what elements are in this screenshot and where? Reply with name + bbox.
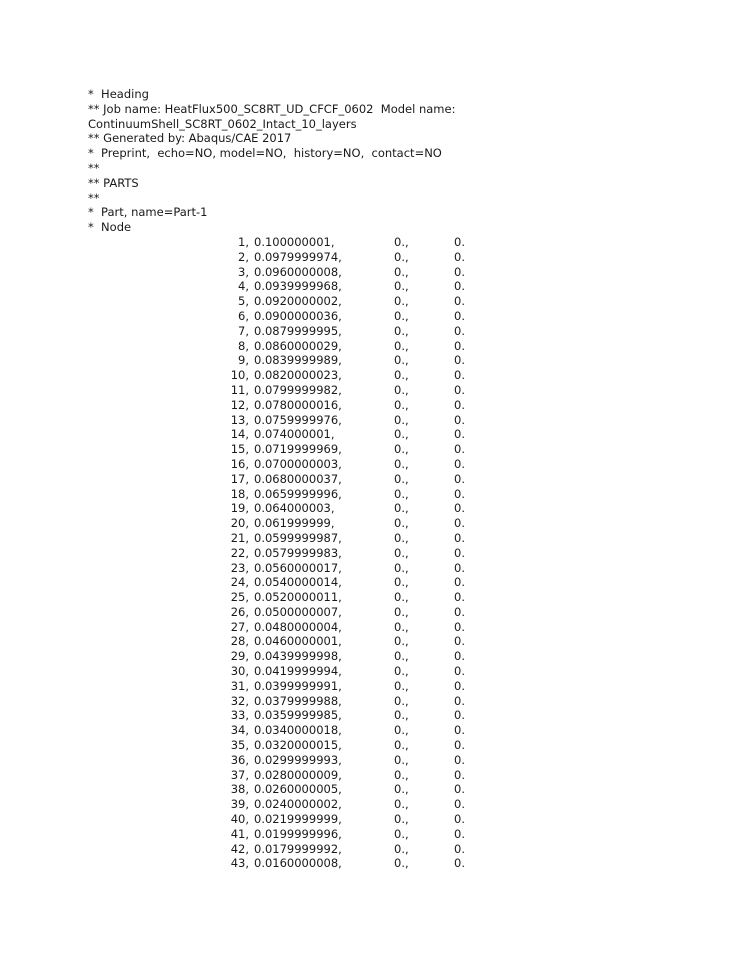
node-y-coordinate: 0., xyxy=(394,664,409,679)
node-z-coordinate: 0. xyxy=(454,279,465,294)
node-x-coordinate: 0.0520000011, xyxy=(254,590,342,605)
node-y-coordinate: 0., xyxy=(394,442,409,457)
node-id: 33, xyxy=(230,708,249,723)
node-row xyxy=(88,797,728,812)
node-y-coordinate: 0., xyxy=(394,471,409,486)
node-x-coordinate: 0.0560000017, xyxy=(254,560,342,575)
node-z-coordinate: 0. xyxy=(454,604,465,619)
node-y-coordinate: 0., xyxy=(394,412,409,427)
node-id: 21, xyxy=(230,530,249,545)
node-z-coordinate: 0. xyxy=(454,841,465,856)
node-x-coordinate: 0.0500000007, xyxy=(254,604,342,619)
node-id: 1, xyxy=(238,234,249,249)
node-id: 19, xyxy=(230,501,249,516)
node-x-coordinate: 0.0960000008, xyxy=(254,264,342,279)
node-id: 10, xyxy=(230,368,249,383)
node-x-coordinate: 0.0260000005, xyxy=(254,782,342,797)
node-id: 41, xyxy=(230,826,249,841)
node-x-coordinate: 0.0719999969, xyxy=(254,442,342,457)
node-z-coordinate: 0. xyxy=(454,427,465,442)
node-z-coordinate: 0. xyxy=(454,678,465,693)
node-row xyxy=(88,250,728,265)
node-z-coordinate: 0. xyxy=(454,708,465,723)
node-y-coordinate: 0., xyxy=(394,560,409,575)
node-x-coordinate: 0.0160000008, xyxy=(254,856,342,871)
node-z-coordinate: 0. xyxy=(454,856,465,871)
node-y-coordinate: 0., xyxy=(394,545,409,560)
node-id: 2, xyxy=(238,249,249,264)
heading-keyword: * Heading xyxy=(88,87,149,101)
node-row xyxy=(88,575,728,590)
node-row xyxy=(88,738,728,753)
node-z-coordinate: 0. xyxy=(454,575,465,590)
node-id: 40, xyxy=(230,812,249,827)
node-y-coordinate: 0., xyxy=(394,649,409,664)
node-y-coordinate: 0., xyxy=(394,693,409,708)
node-z-coordinate: 0. xyxy=(454,294,465,309)
node-row xyxy=(88,279,728,294)
node-z-coordinate: 0. xyxy=(454,812,465,827)
node-z-coordinate: 0. xyxy=(454,501,465,516)
node-id: 34, xyxy=(230,723,249,738)
node-z-coordinate: 0. xyxy=(454,826,465,841)
node-z-coordinate: 0. xyxy=(454,397,465,412)
node-z-coordinate: 0. xyxy=(454,308,465,323)
node-id: 31, xyxy=(230,678,249,693)
node-y-coordinate: 0., xyxy=(394,264,409,279)
node-z-coordinate: 0. xyxy=(454,693,465,708)
node-z-coordinate: 0. xyxy=(454,353,465,368)
node-y-coordinate: 0., xyxy=(394,501,409,516)
node-x-coordinate: 0.0820000023, xyxy=(254,368,342,383)
node-x-coordinate: 0.100000001, xyxy=(254,234,335,249)
node-z-coordinate: 0. xyxy=(454,738,465,753)
node-x-coordinate: 0.0240000002, xyxy=(254,797,342,812)
node-row xyxy=(88,694,728,709)
node-row xyxy=(88,235,728,250)
node-id: 28, xyxy=(230,634,249,649)
node-y-coordinate: 0., xyxy=(394,782,409,797)
node-z-coordinate: 0. xyxy=(454,545,465,560)
node-id: 38, xyxy=(230,782,249,797)
node-z-coordinate: 0. xyxy=(454,560,465,575)
node-id: 39, xyxy=(230,797,249,812)
node-y-coordinate: 0., xyxy=(394,323,409,338)
node-row xyxy=(88,812,728,827)
node-z-coordinate: 0. xyxy=(454,723,465,738)
node-y-coordinate: 0., xyxy=(394,723,409,738)
node-row xyxy=(88,442,728,457)
node-id: 4, xyxy=(238,279,249,294)
node-x-coordinate: 0.0399999991, xyxy=(254,678,342,693)
node-row xyxy=(88,620,728,635)
node-y-coordinate: 0., xyxy=(394,797,409,812)
node-id: 15, xyxy=(230,442,249,457)
header-block xyxy=(88,87,728,235)
node-x-coordinate: 0.0280000009, xyxy=(254,767,342,782)
node-z-coordinate: 0. xyxy=(454,382,465,397)
node-id: 30, xyxy=(230,664,249,679)
node-y-coordinate: 0., xyxy=(394,486,409,501)
node-row xyxy=(88,531,728,546)
node-row xyxy=(88,457,728,472)
node-x-coordinate: 0.0900000036, xyxy=(254,308,342,323)
node-x-coordinate: 0.0359999985, xyxy=(254,708,342,723)
node-x-coordinate: 0.0219999999, xyxy=(254,812,342,827)
node-x-coordinate: 0.0860000029, xyxy=(254,338,342,353)
node-z-coordinate: 0. xyxy=(454,442,465,457)
node-x-coordinate: 0.0299999993, xyxy=(254,752,342,767)
node-y-coordinate: 0., xyxy=(394,427,409,442)
node-row xyxy=(88,427,728,442)
node-x-coordinate: 0.0939999968, xyxy=(254,279,342,294)
node-row xyxy=(88,664,728,679)
node-z-coordinate: 0. xyxy=(454,530,465,545)
node-x-coordinate: 0.0700000003, xyxy=(254,456,342,471)
node-z-coordinate: 0. xyxy=(454,516,465,531)
node-row xyxy=(88,353,728,368)
node-row xyxy=(88,472,728,487)
node-id: 27, xyxy=(230,619,249,634)
preprint-keyword: * Preprint, echo=NO, model=NO, history=NO, contact=NO xyxy=(88,146,442,161)
node-row xyxy=(88,856,728,871)
node-id: 42, xyxy=(230,841,249,856)
node-id: 5, xyxy=(238,294,249,309)
node-table xyxy=(88,235,728,871)
node-keyword: * Node xyxy=(88,220,132,235)
node-x-coordinate: 0.0839999989, xyxy=(254,353,342,368)
node-y-coordinate: 0., xyxy=(394,634,409,649)
node-y-coordinate: 0., xyxy=(394,368,409,383)
node-x-coordinate: 0.0199999996, xyxy=(254,826,342,841)
node-x-coordinate: 0.0799999982, xyxy=(254,382,342,397)
node-row xyxy=(88,383,728,398)
node-id: 35, xyxy=(230,738,249,753)
node-id: 29, xyxy=(230,649,249,664)
node-row xyxy=(88,842,728,857)
node-y-coordinate: 0., xyxy=(394,397,409,412)
node-x-coordinate: 0.0599999987, xyxy=(254,530,342,545)
node-row xyxy=(88,368,728,383)
node-x-coordinate: 0.0659999996, xyxy=(254,486,342,501)
node-x-coordinate: 0.0379999988, xyxy=(254,693,342,708)
node-z-coordinate: 0. xyxy=(454,323,465,338)
node-row xyxy=(88,546,728,561)
node-id: 3, xyxy=(238,264,249,279)
node-y-coordinate: 0., xyxy=(394,382,409,397)
comment-separator: ** xyxy=(88,190,100,205)
node-id: 37, xyxy=(230,767,249,782)
node-id: 11, xyxy=(230,382,249,397)
input-file-document xyxy=(88,87,728,871)
comment-separator: ** xyxy=(88,160,100,175)
node-row xyxy=(88,768,728,783)
node-z-coordinate: 0. xyxy=(454,456,465,471)
parts-comment: ** PARTS xyxy=(88,175,139,190)
node-z-coordinate: 0. xyxy=(454,797,465,812)
node-row xyxy=(88,265,728,280)
node-id: 20, xyxy=(230,516,249,531)
node-x-coordinate: 0.0879999995, xyxy=(254,323,342,338)
node-x-coordinate: 0.0480000004, xyxy=(254,619,342,634)
node-row xyxy=(88,398,728,413)
node-x-coordinate: 0.0979999974, xyxy=(254,249,342,264)
node-id: 7, xyxy=(238,323,249,338)
node-row xyxy=(88,827,728,842)
node-id: 9, xyxy=(238,353,249,368)
node-y-coordinate: 0., xyxy=(394,604,409,619)
node-row xyxy=(88,634,728,649)
node-x-coordinate: 0.061999999, xyxy=(254,516,335,531)
node-z-coordinate: 0. xyxy=(454,634,465,649)
node-y-coordinate: 0., xyxy=(394,708,409,723)
node-z-coordinate: 0. xyxy=(454,619,465,634)
node-y-coordinate: 0., xyxy=(394,738,409,753)
node-z-coordinate: 0. xyxy=(454,264,465,279)
node-id: 6, xyxy=(238,308,249,323)
node-x-coordinate: 0.0759999976, xyxy=(254,412,342,427)
node-id: 32, xyxy=(230,693,249,708)
node-row xyxy=(88,324,728,339)
generated-by-comment: ** Generated by: Abaqus/CAE 2017 xyxy=(88,131,292,146)
node-y-coordinate: 0., xyxy=(394,279,409,294)
node-z-coordinate: 0. xyxy=(454,471,465,486)
node-id: 26, xyxy=(230,604,249,619)
node-row xyxy=(88,516,728,531)
node-y-coordinate: 0., xyxy=(394,338,409,353)
model-name-continuation: ContinuumShell_SC8RT_0602_Intact_10_layers xyxy=(88,116,357,131)
node-id: 36, xyxy=(230,752,249,767)
node-x-coordinate: 0.0780000016, xyxy=(254,397,342,412)
node-y-coordinate: 0., xyxy=(394,752,409,767)
node-z-coordinate: 0. xyxy=(454,338,465,353)
node-row xyxy=(88,339,728,354)
node-y-coordinate: 0., xyxy=(394,812,409,827)
node-row xyxy=(88,413,728,428)
node-id: 16, xyxy=(230,456,249,471)
part-keyword: * Part, name=Part-1 xyxy=(88,205,208,220)
node-z-coordinate: 0. xyxy=(454,649,465,664)
job-name-comment: ** Job name: HeatFlux500_SC8RT_UD_CFCF_0602 Model name: xyxy=(88,101,456,116)
node-z-coordinate: 0. xyxy=(454,664,465,679)
node-row xyxy=(88,782,728,797)
node-y-coordinate: 0., xyxy=(394,530,409,545)
node-row xyxy=(88,753,728,768)
node-y-coordinate: 0., xyxy=(394,234,409,249)
node-y-coordinate: 0., xyxy=(394,590,409,605)
node-x-coordinate: 0.0460000001, xyxy=(254,634,342,649)
node-z-coordinate: 0. xyxy=(454,486,465,501)
node-y-coordinate: 0., xyxy=(394,294,409,309)
node-x-coordinate: 0.0439999998, xyxy=(254,649,342,664)
node-x-coordinate: 0.0320000015, xyxy=(254,738,342,753)
node-id: 13, xyxy=(230,412,249,427)
node-row xyxy=(88,561,728,576)
node-row xyxy=(88,590,728,605)
node-y-coordinate: 0., xyxy=(394,826,409,841)
node-x-coordinate: 0.0579999983, xyxy=(254,545,342,560)
node-y-coordinate: 0., xyxy=(394,249,409,264)
node-row xyxy=(88,708,728,723)
node-id: 18, xyxy=(230,486,249,501)
node-id: 14, xyxy=(230,427,249,442)
node-y-coordinate: 0., xyxy=(394,516,409,531)
node-z-coordinate: 0. xyxy=(454,767,465,782)
node-id: 43, xyxy=(230,856,249,871)
node-row xyxy=(88,679,728,694)
node-x-coordinate: 0.074000001, xyxy=(254,427,335,442)
node-z-coordinate: 0. xyxy=(454,412,465,427)
node-y-coordinate: 0., xyxy=(394,353,409,368)
node-row xyxy=(88,723,728,738)
node-row xyxy=(88,649,728,664)
node-row xyxy=(88,309,728,324)
node-id: 12, xyxy=(230,397,249,412)
node-id: 8, xyxy=(238,338,249,353)
node-y-coordinate: 0., xyxy=(394,308,409,323)
node-x-coordinate: 0.0179999992, xyxy=(254,841,342,856)
node-z-coordinate: 0. xyxy=(454,752,465,767)
node-z-coordinate: 0. xyxy=(454,234,465,249)
node-x-coordinate: 0.0419999994, xyxy=(254,664,342,679)
node-id: 17, xyxy=(230,471,249,486)
node-x-coordinate: 0.0680000037, xyxy=(254,471,342,486)
node-y-coordinate: 0., xyxy=(394,841,409,856)
node-y-coordinate: 0., xyxy=(394,678,409,693)
node-id: 24, xyxy=(230,575,249,590)
node-row xyxy=(88,487,728,502)
node-x-coordinate: 0.0540000014, xyxy=(254,575,342,590)
node-z-coordinate: 0. xyxy=(454,249,465,264)
node-row xyxy=(88,605,728,620)
node-y-coordinate: 0., xyxy=(394,575,409,590)
node-x-coordinate: 0.064000003, xyxy=(254,501,335,516)
node-id: 23, xyxy=(230,560,249,575)
node-y-coordinate: 0., xyxy=(394,456,409,471)
node-y-coordinate: 0., xyxy=(394,856,409,871)
node-x-coordinate: 0.0340000018, xyxy=(254,723,342,738)
node-x-coordinate: 0.0920000002, xyxy=(254,294,342,309)
node-row xyxy=(88,501,728,516)
node-z-coordinate: 0. xyxy=(454,782,465,797)
node-id: 22, xyxy=(230,545,249,560)
node-id: 25, xyxy=(230,590,249,605)
node-y-coordinate: 0., xyxy=(394,619,409,634)
node-row xyxy=(88,294,728,309)
node-y-coordinate: 0., xyxy=(394,767,409,782)
node-z-coordinate: 0. xyxy=(454,590,465,605)
node-z-coordinate: 0. xyxy=(454,368,465,383)
